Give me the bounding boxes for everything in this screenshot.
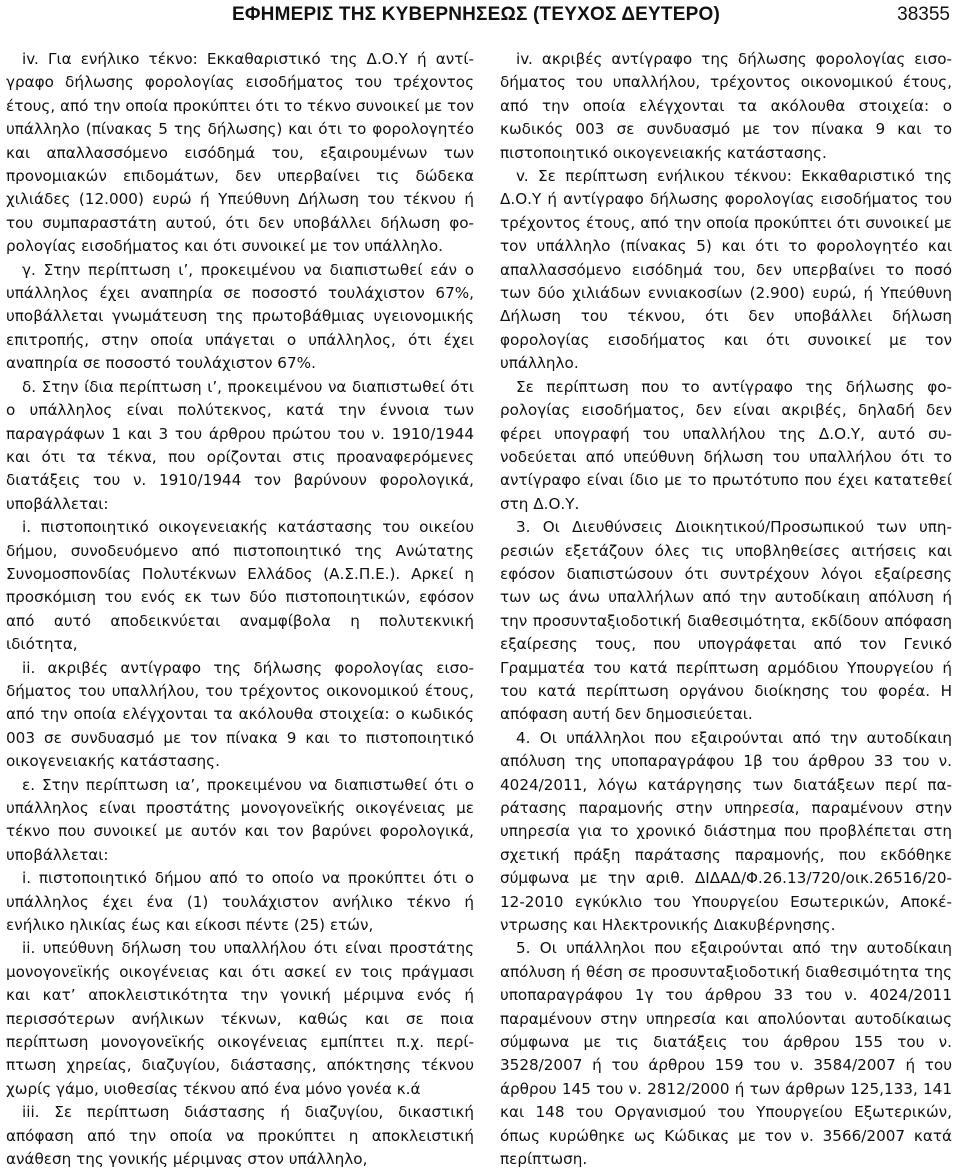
paragraph-4-exempt-employees: 4. Οι υπάλληλοι που εξαιρούνται από την αυτοδίκαιη απόλυση της υποπαραγράφου 1β του άρθρου 33 του ν. 4024/2011, λόγω κατάργησης των διατάξεων περί παράτασης παραμονής στην υπηρεσία, παραμένουν στην υπηρεσία για το χρονικό διάστημα που προβλέπεται στη σχετική πράξη παράτασης παραμονής, που εκδόθηκε σύμφωνα με την αριθ. ΔΙΔΑΔ/Φ.26.13/720/οικ.26516/20-12-2010 εγκύκλιο του Υπουργείου Εσωτερικών, Αποκέντρωσης και Ηλεκτρονικής Διακυβέρνησης.: [500, 728, 952, 935]
paragraph-delta-large-family: δ. Στην ίδια περίπτωση ι’, προκειμένου να διαπιστωθεί ότι ο υπάλληλος είναι πολύτεκνος, κατά την έννοια των παραγράφων 1 και 3 του άρθρου πρώτου του ν. 1910/1944 και ότι τα τέκνα, που ορίζονται στις προαναφερόμενες διατάξεις του ν. 1910/1944 τον βαρύνουν φορολογικά, υποβάλλεται:: [6, 377, 474, 513]
page-number: 38355: [897, 4, 950, 25]
paragraph-gamma-disability: γ. Στην περίπτωση ι’, προκειμένου να διαπιστωθεί εάν ο υπάλληλος έχει αναπηρία σε ποσοστό τουλάχιστον 67%, υποβάλλεται γνωμάτευση της πρωτοβάθμιας υγειονομικής επιτροπής, στην οποία υπάγεται ο υπάλληλος, ότι έχει αναπηρία σε ποσοστό τουλάχιστον 67%.: [6, 260, 474, 373]
right-column: [500, 48, 952, 1172]
paragraph-v-adult-child: v. Σε περίπτωση ενήλικου τέκνου: Εκκαθαριστικό της Δ.Ο.Υ ή αντίγραφο δήλωσης φορολογίας εισοδήματος του τρέχοντος έτους, από την οποία προκύπτει ότι συνοικεί με τον υπάλληλο (πίνακας 5) και ότι το φορολογητέο και απαλλασσόμενο εισόδημά του, δεν υπερβαίνει το ποσό των δύο χιλιάδων εννιακοσίων (2.900) ευρώ, ή Υπεύθυνη Δήλωση του τέκνου, ότι δεν υποβάλλει δήλωση φορολογίας εισοδήματος και ότι συνοικεί με τον υπάλληλο.: [500, 167, 952, 373]
paragraph-5-exempt-employees: 5. Οι υπάλληλοι που εξαιρούνται από την αυτοδίκαιη απόλυση ή θέση σε προσυνταξιοδοτική διαθεσιμότητα της υποπαραγράφου 1γ του άρθρου 33 του ν. 4024/2011 παραμένουν στην υπηρεσία και απολύονται αυτοδίκαιως σύμφωνα με τις διατάξεις του άρθρου 155 του ν. 3528/2007 ή του άρθρου 159 του ν. 3584/2007 ή του άρθρου 145 του ν. 2812/2000 ή των άρθρων 125,133, 141 και 148 του Οργανισμού του Υπουργείου Εξωτερικών, όπως κυρώθηκε ως Κώδικας με τον ν. 3566/2007 κατά περίπτωση.: [500, 939, 952, 1169]
page-header: [0, 4, 960, 34]
paragraph-3-directorates: 3. Οι Διευθύνσεις Διοικητικού/Προσωπικού των υπηρεσιών εξετάζουν όλες τις υποβληθείσες αιτήσεις και εφόσον διαπιστώσουν ότι συντρέχουν λόγοι εξαίρεσης των ως άνω υπαλλήλων από την αυτοδίκαιη απόλυση ή την προσυνταξιοδοτική διαθεσιμότητα, εκδίδουν απόφαση εξαίρεσης τους, που υπογράφεται από τον Γενικό Γραμματέα του κατά περίπτωση αρμόδιου Υπουργείου ή του κατά περίπτωση οργάνου διοίκησης του φορέα. Η απόφαση αυτή δεν δημοσιεύεται.: [500, 518, 952, 724]
paragraph-i-municipal-certificate: i. πιστοποιητικό δήμου από το οποίο να προκύπτει ότι ο υπάλληλος έχει ένα (1) τουλάχιστον ανήλικο τέκνο ή ενήλικο ηλικίας έως και είκοσι πέντε (25) ετών,: [6, 869, 474, 935]
gazette-title: ΕΦΗΜΕΡΙΣ ΤΗΣ ΚΥΒΕΡΝΗΣΕΩΣ (ΤΕΥΧΟΣ ΔΕΥΤΕΡΟ): [232, 4, 720, 25]
paragraph-i-family-certificate: i. πιστοποιητικό οικογενειακής κατάστασης του οικείου δήμου, συνοδευόμενο από πιστοποιητικό της Ανώτατης Συνομοσπονδίας Πολυτέκνων Ελλάδος (Α.Σ.Π.Ε.). Αρκεί η προσκόμιση του ενός εκ των δύο πιστοποιητικών, εφόσον από αυτό αποδεικνύεται αναμφίβολα η πολυτεκνική ιδιότητα,: [6, 518, 474, 654]
paragraph-ii-tax-return: ii. ακριβές αντίγραφο της δήλωσης φορολογίας εισοδήματος του υπαλλήλου, του τρέχοντος οικονομικού έτους, από την οποία ελέγχονται τα ακόλουθα στοιχεία: ο κωδικός 003 σε συνδυασμό με τον πίνακα 9 και το πιστοποιητικό οικογενειακής κατάστασης.: [6, 658, 474, 771]
left-column: [6, 48, 474, 1172]
paragraph-epsilon-single-parent: ε. Στην περίπτωση ια’, προκειμένου να διαπιστωθεί ότι ο υπάλληλος είναι προστάτης μονογονεϊκής οικογένειας με τέκνο που συνοικεί με αυτόν και τον βαρύνει φορολογικά, υποβάλλεται:: [6, 775, 474, 864]
paragraph-iv-tax-return-copy: iv. ακριβές αντίγραφο της δήλωσης φορολογίας εισοδήματος του υπαλλήλου, τρέχοντος οικονομικού έτους, από την οποία ελέγχονται τα ακόλουθα στοιχεία: ο κωδικός 003 σε συνδυασμό με τον πίνακα 9 και το πιστοποιητικό οικογενειακής κατάστασης.: [500, 50, 952, 162]
paragraph-ii-solemn-declaration: ii. υπεύθυνη δήλωση του υπαλλήλου ότι είναι προστάτης μονογονεϊκής οικογένειας και ότι ασκεί εν τοις πράγμασι και κατ’ αποκλειστικότητα την γονική μέριμνα ενός ή περισσότερων ανήλικων τέκνων, καθώς και σε ποια περίπτωση μονογονεϊκής οικογένειας εμπίπτει π.χ. περίπτωση χηρείας, διαζυγίου, διάστασης, απόκτησης τέκνου χωρίς γάμο, υιοθεσίας τέκνου από ένα μόνο γονέα κ.ά: [6, 939, 474, 1098]
paragraph-inaccurate-copy: Σε περίπτωση που το αντίγραφο της δήλωσης φορολογίας εισοδήματος, δεν είναι ακριβές, δηλαδή δεν φέρει υπογραφή του υπαλλήλου της Δ.Ο.Υ, αυτό συνοδεύεται από υπεύθυνη δήλωση του υπαλλήλου ότι το αντίγραφο είναι ίδιο με το πρωτότυπο που έχει κατατεθεί στη Δ.Ο.Υ.: [500, 377, 952, 513]
paragraph-iv-adult-child: iv. Για ενήλικο τέκνο: Εκκαθαριστικό της Δ.Ο.Υ ή αντίγραφο δήλωσης φορολογίας εισοδήματος του τρέχοντος έτους, από την οποία προκύπτει ότι το τέκνο συνοικεί με τον υπάλληλο (πίνακας 5 της δήλωσης) και ότι το φορολογητέο και απαλλασσόμενο εισόδημά του, εξαιρουμένων των προνομιακών επιδομάτων, δεν υπερβαίνει τις δώδεκα χιλιάδες (12.000) ευρώ ή Υπεύθυνη Δήλωση του τέκνου ή του συμπαραστάτη αυτού, ότι δεν υποβάλλει δήλωση φορολογίας εισοδήματος και ότι συνοικεί με τον υπάλληλο.: [6, 50, 474, 256]
paragraph-iii-court-decision: iii. Σε περίπτωση διάστασης ή διαζυγίου, δικαστική απόφαση από την οποία να προκύπτει η αποκλειστική ανάθεση της γονικής μέριμνας στον υπάλληλο,: [6, 1103, 474, 1169]
